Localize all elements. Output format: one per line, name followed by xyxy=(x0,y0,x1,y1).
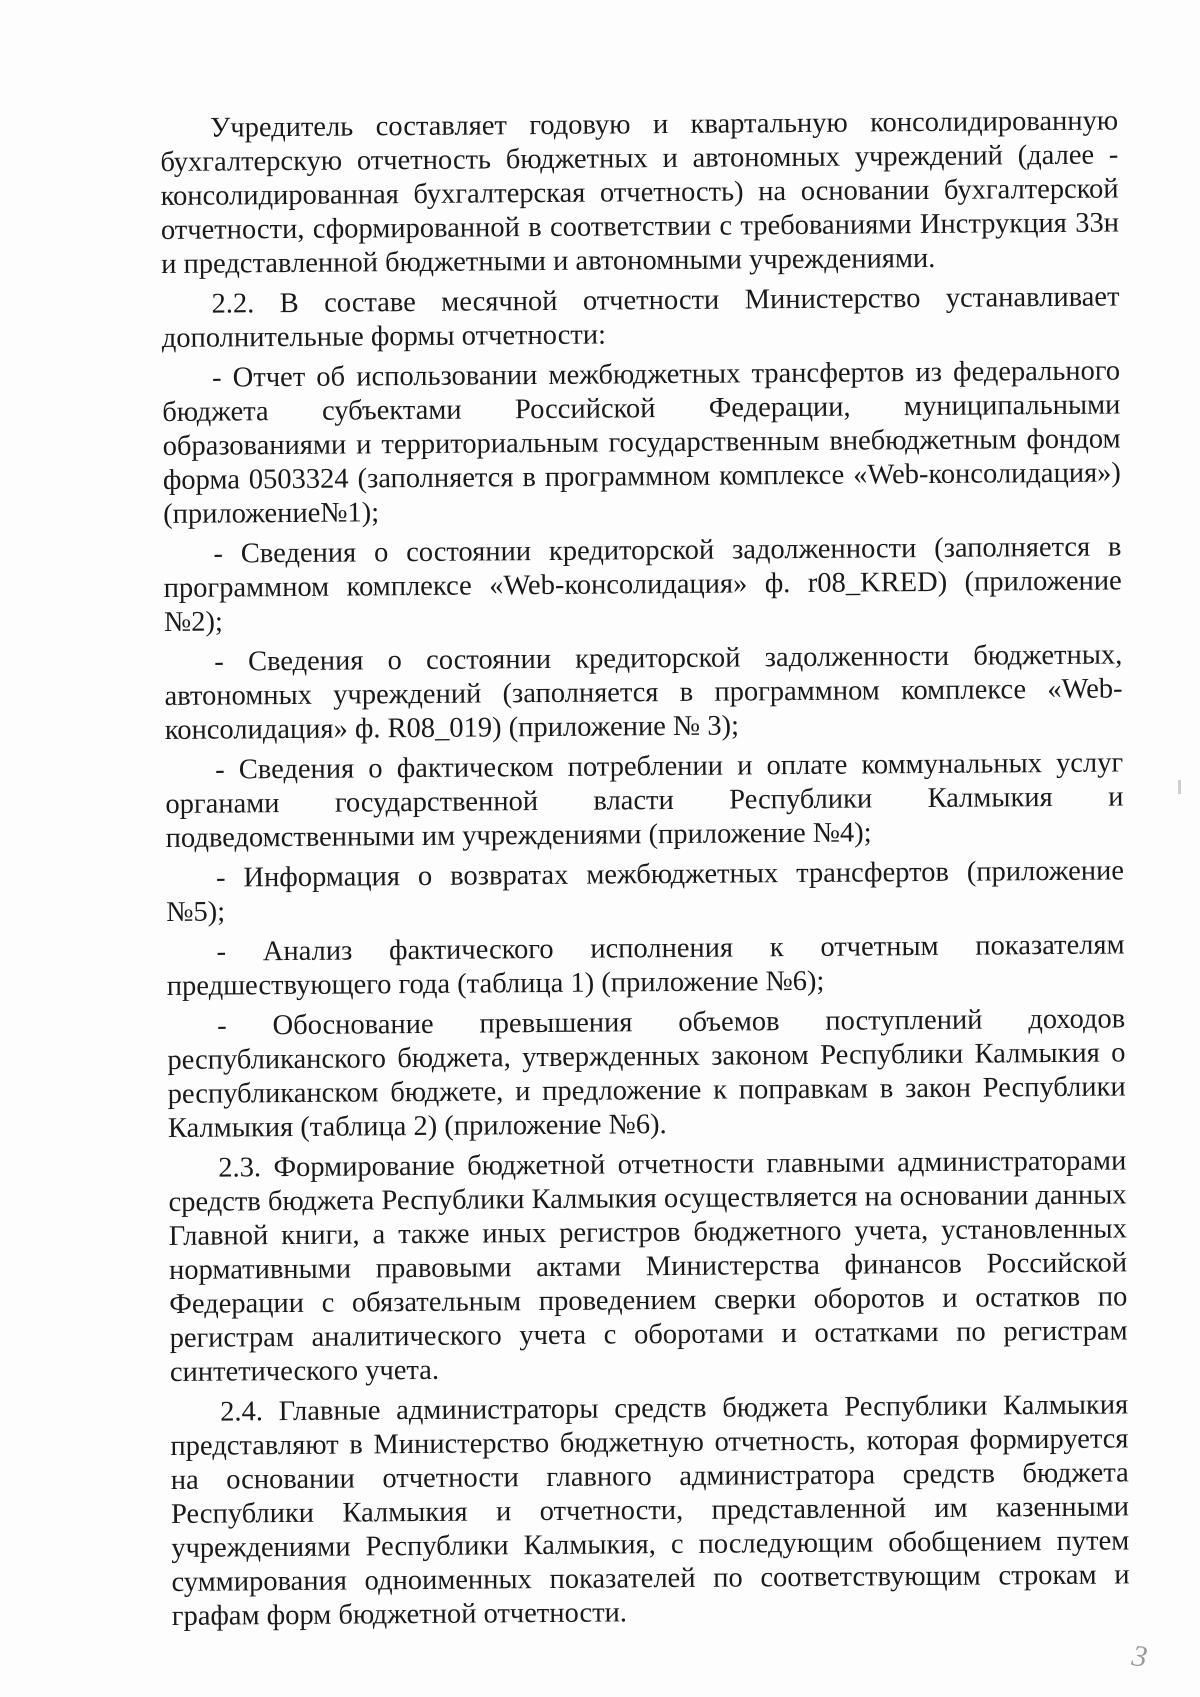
paragraph-2-4: 2.4. Главные администраторы средств бюджета Республики Калмыкия представляют в Министерство бюджетную отчетность, которая формируется на основании отчетности главного администратора средств бюджета Республики Калмыкия и отчетности, представленной им казенными учреждениями Республики Калмыкия, с последующим обобщением путем суммирования одноименных показателей по соответствующим строкам и графам форм бюджетной отчетности. xyxy=(170,1389,1130,1632)
list-item-utilities-consumption: - Сведения о фактическом потреблении и оплате коммунальных услуг органами государственной власти Республики Калмыкия и подведомственными им учреждениями (приложение №4); xyxy=(165,747,1124,854)
list-item-transfer-returns: - Информация о возвратах межбюджетных трансфертов (приложение №5); xyxy=(166,855,1125,928)
list-item-interbudget-transfers-report: - Отчет об использовании межбюджетных трансфертов из федерального бюджета субъектами Российской Федерации, муниципальными образованиями и территориальным государственным внебюджетным фондом форма 0503324 (заполняется в программном комплексе «Web-консолидация») (приложение№1); xyxy=(162,355,1121,530)
page-number: 3 xyxy=(1129,1639,1150,1674)
list-item-revenue-excess-justification: - Обоснование превышения объемов поступлений доходов республиканского бюджета, утвержденных законом Республики Калмыкия о республиканском бюджете, и предложение к поправкам в закон Республики Калмыкия (таблица 2) (приложение №6). xyxy=(167,1003,1126,1144)
list-item-execution-analysis: - Анализ фактического исполнения к отчетным показателям предшествующего года (таблица 1) (приложение №6); xyxy=(166,929,1125,1002)
paragraph-2-2: 2.2. В составе месячной отчетности Министерство устанавливает дополнительные формы отчетности: xyxy=(161,281,1120,354)
scan-artifact xyxy=(1178,780,1181,794)
list-item-accounts-payable: - Сведения о состоянии кредиторской задолженности (заполняется в программном комплексе «Web-консолидация» ф. r08_KRED) (приложение №2); xyxy=(163,531,1122,638)
paragraph-2-3: 2.3. Формирование бюджетной отчетности главными администраторами средств бюджета Республики Калмыкия осуществляется на основании данных Главной книги, а также иных регистров бюджетного учета, установленных нормативными правовыми актами Министерства финансов Российской Федерации с обязательным проведением сверки оборотов и остатков по регистрам аналитического учета с оборотами и остатками по регистрам синтетического учета. xyxy=(168,1145,1128,1388)
list-item-accounts-payable-institutions: - Сведения о состоянии кредиторской задолженности бюджетных, автономных учреждений (заполняется в программном комплексе «Web-консолидация» ф. R08_019) (приложение № 3); xyxy=(164,639,1123,746)
paragraph-consolidated-reporting: Учредитель составляет годовую и квартальную консолидированную бухгалтерскую отчетность бюджетных и автономных учреждений (далее - консолидированная бухгалтерская отчетность) на основании бухгалтерской отчетности, сформированной в соответствии с требованиями Инструкция 33н и представленной бюджетными и автономными учреждениями. xyxy=(160,105,1120,280)
document-body xyxy=(160,104,1130,1639)
